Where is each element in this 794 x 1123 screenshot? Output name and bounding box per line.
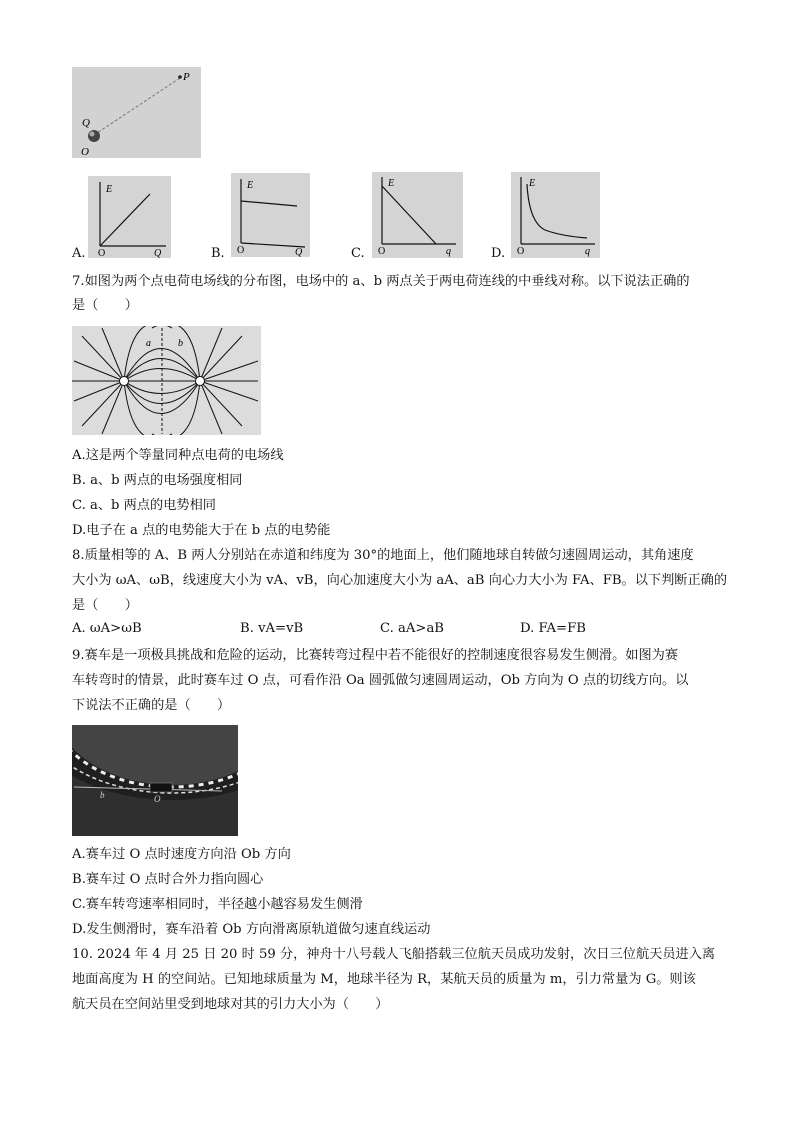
graph-b	[231, 173, 310, 257]
q10-stem-line2: 地面高度为 H 的空间站。已知地球质量为 M，地球半径为 R，某航天员的质量为 m，引力常量为 G。则该	[72, 972, 696, 987]
q7-stem-line1: 7.如图为两个点电荷电场线的分布图，电场中的 a、b 两点关于两电荷连线的中垂线对称。以下说法正确的	[72, 274, 690, 289]
label-b: b	[178, 338, 183, 349]
graph-d	[511, 172, 600, 258]
svg-text:q: q	[446, 246, 451, 257]
graph-option-d-label: D.	[491, 246, 506, 261]
q7-option-a: A.这是两个等量同种点电荷的电场线	[72, 448, 284, 463]
q9-stem-line1: 9.赛车是一项极具挑战和危险的运动，比赛转弯过程中若不能很好的控制速度很容易发生侧滑。如图为赛	[72, 648, 679, 663]
field-lines-svg	[72, 326, 261, 435]
q7-option-c: C. a、b 两点的电势相同	[72, 498, 216, 513]
q9-stem-line2: 车转弯时的情景，此时赛车过 O 点，可看作沿 Oa 圆弧做匀速圆周运动，Ob 方向为 O 点的切线方向。以	[72, 673, 689, 688]
graph-c	[372, 172, 463, 258]
charge-right	[196, 377, 205, 386]
label-b: b	[100, 790, 105, 800]
point-p	[178, 75, 182, 79]
charge-left	[120, 377, 129, 386]
q7-stem-line2: 是（ ）	[72, 298, 138, 313]
charge-figure	[72, 67, 201, 158]
q9-option-a: A.赛车过 O 点时速度方向沿 Ob 方向	[72, 847, 291, 862]
label-o: O	[81, 146, 89, 158]
graph-option-b-label: B.	[211, 246, 225, 261]
charged-ball	[88, 130, 100, 142]
q10-stem-line3: 航天员在空间站里受到地球对其的引力大小为（ ）	[72, 997, 389, 1012]
q9-option-d: D.发生侧滑时，赛车沿着 Ob 方向滑离原轨道做匀速直线运动	[72, 922, 431, 937]
svg-text:Q: Q	[295, 247, 303, 257]
label-a: a	[146, 338, 151, 349]
graph-a	[88, 176, 171, 258]
q8-option-c: C. aA>aB	[380, 621, 444, 636]
race-car	[150, 783, 172, 792]
q9-stem-line3: 下说法不正确的是（ ）	[72, 698, 231, 713]
q8-option-a: A. ωA>ωB	[72, 621, 142, 636]
svg-text:Q: Q	[154, 248, 162, 258]
svg-text:O: O	[98, 248, 106, 258]
q10-stem-line1: 10. 2024 年 4 月 25 日 20 时 59 分，神舟十八号载人飞船搭载三位航天员成功发射，次日三位航天员进入离	[72, 947, 716, 962]
svg-text:q: q	[585, 246, 590, 257]
dashed-line	[94, 78, 180, 135]
svg-text:O: O	[237, 245, 245, 256]
graph-option-c-label: C.	[351, 246, 365, 261]
graph-option-a-label: A.	[72, 246, 86, 261]
svg-text:E: E	[247, 180, 254, 191]
graph-curve	[241, 201, 297, 206]
svg-text:O: O	[378, 246, 386, 257]
label-o: O	[154, 794, 161, 804]
q7-option-d: D.电子在 a 点的电势能大于在 b 点的电势能	[72, 523, 331, 538]
graph-curve	[382, 186, 436, 244]
label-p: P	[183, 71, 190, 83]
graph-curve	[527, 184, 587, 238]
q8-option-b: B. vA=vB	[240, 621, 304, 636]
q9-option-b: B.赛车过 O 点时合外力指向圆心	[72, 872, 264, 887]
charge-figure-svg	[72, 67, 201, 158]
svg-text:E: E	[529, 178, 536, 189]
q8-stem-line2: 大小为 ωA、ωB，线速度大小为 vA、vB，向心加速度大小为 aA、aB 向心力大小为 FA、FB。以下判断正确的	[72, 573, 728, 588]
svg-text:E: E	[388, 178, 395, 189]
q8-option-d: D. FA=FB	[520, 621, 586, 636]
svg-text:O: O	[517, 246, 525, 257]
svg-text:E: E	[106, 184, 113, 195]
q8-stem-line1: 8.质量相等的 A、B 两人分别站在赤道和纬度为 30°的地面上，他们随地球自转做匀速圆周运动，其角速度	[72, 548, 694, 563]
q8-stem-line3: 是（ ）	[72, 598, 138, 613]
label-q: Q	[82, 117, 90, 129]
field-lines-figure	[72, 326, 261, 435]
q7-option-b: B. a、b 两点的电场强度相同	[72, 473, 243, 488]
graph-curve	[100, 194, 150, 246]
q9-option-c: C.赛车转弯速率相同时，半径越小越容易发生侧滑	[72, 897, 363, 912]
race-track-photo	[72, 725, 238, 836]
race-track-svg	[72, 725, 238, 836]
